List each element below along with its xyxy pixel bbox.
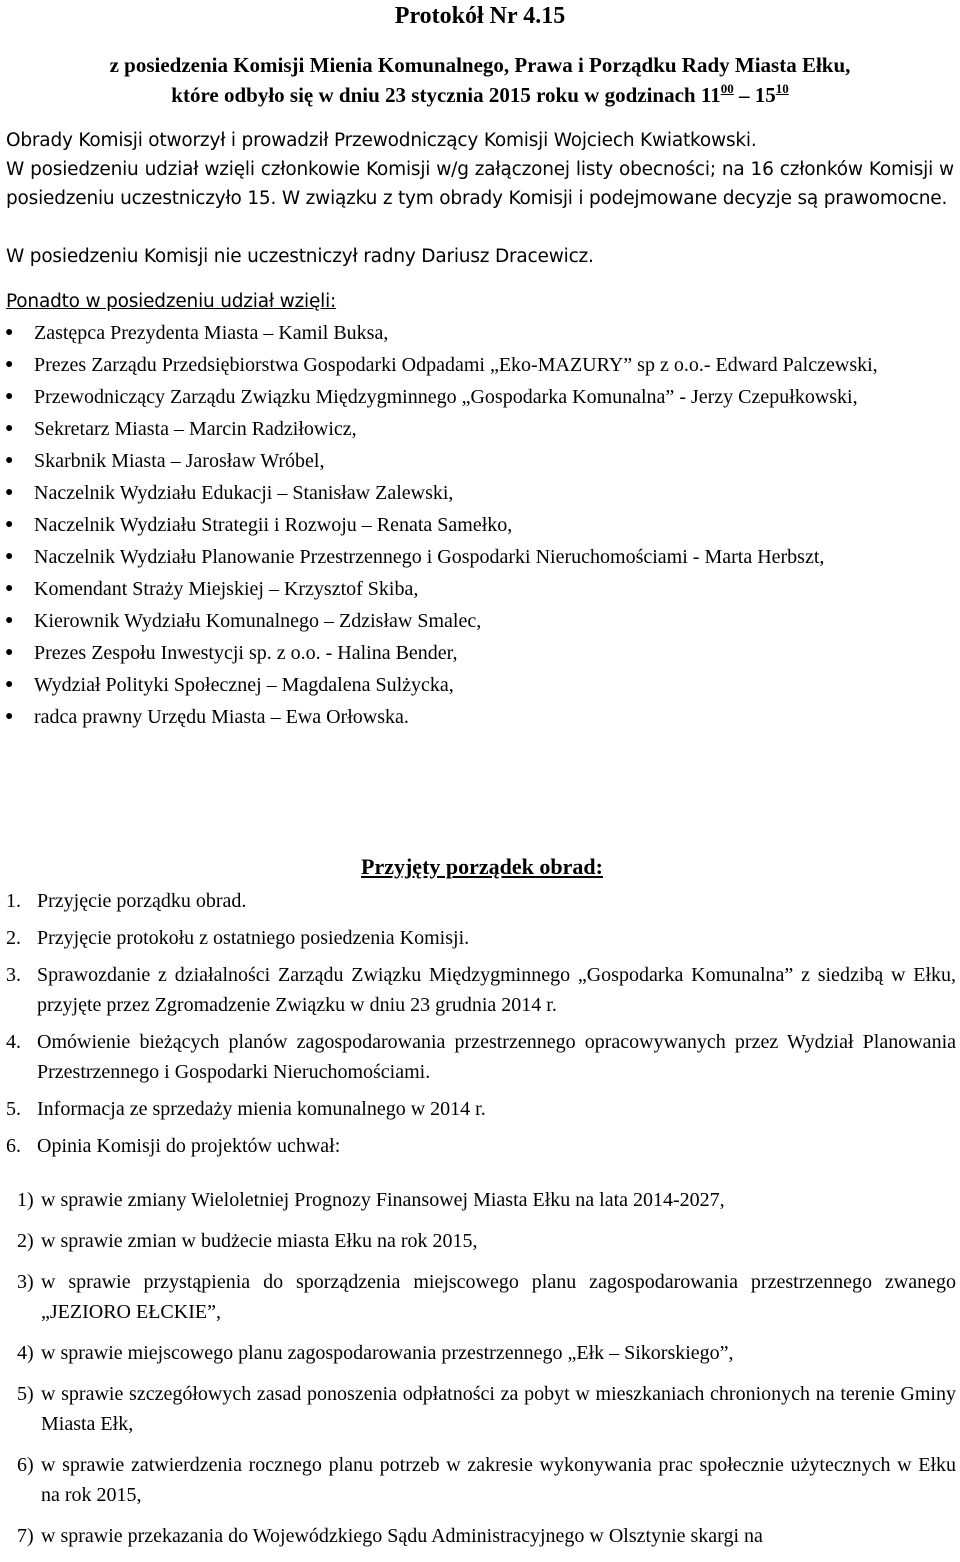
attendance-paragraph: W posiedzeniu udział wzięli członkowie Komisji w/g załączonej listy obecności; na 16 członków Komisji w posiedzeniu uczestniczyło 15. W związku z tym obrady Komisji i podejmowane decyzje są prawomocne.: [6, 159, 954, 209]
guest-item: ● Naczelnik Wydziału Strategii i Rozwoju – Renata Samełko,: [0, 510, 960, 540]
resolution-item: 6) w sprawie zatwierdzenia rocznego planu potrzeb w zakresie wykonywania prac społecznie użytecznych w Ełku na rok 2015,: [17, 1454, 956, 1506]
resolution-item: 7) w sprawie przekazania do Wojewódzkiego Sądu Administracyjnego w Olsztynie skargi na: [17, 1525, 763, 1547]
agenda-list: [0, 886, 960, 1168]
resolution-item: 5) w sprawie szczegółowych zasad ponoszenia odpłatności za pobyt w mieszkaniach chronionych na terenie Gminy Miasta Ełk,: [17, 1383, 956, 1435]
time-dash: –: [733, 83, 755, 107]
bullet-icon: ●: [5, 389, 14, 404]
guest-item: ● Prezes Zespołu Inwestycji sp. z o.o. - Halina Bender,: [0, 638, 960, 668]
agenda-item: 1. Przyjęcie porządku obrad.: [6, 890, 247, 912]
bullet-icon: ●: [5, 709, 14, 724]
resolutions-list: [0, 1185, 960, 1562]
guest-item: ● Sekretarz Miasta – Marcin Radziłowicz,: [0, 414, 960, 444]
guest-item: ● Kierownik Wydziału Komunalnego – Zdzisław Smalec,: [0, 606, 960, 636]
time-end-hour: 15: [754, 83, 776, 107]
agenda-item: 6. Opinia Komisji do projektów uchwał:: [6, 1135, 341, 1157]
document-subtitle-line2: [0, 82, 960, 108]
guest-item: ● Naczelnik Wydziału Planowanie Przestrzennego i Gospodarki Nieruchomościami - Marta Herbszt,: [0, 542, 960, 572]
guests-list: [0, 318, 960, 734]
agenda-item: 5. Informacja ze sprzedaży mienia komunalnego w 2014 r.: [6, 1098, 486, 1120]
bullet-icon: ●: [5, 485, 14, 500]
bullet-icon: ●: [5, 325, 14, 340]
guest-item: ● Naczelnik Wydziału Edukacji – Stanisław Zalewski,: [0, 478, 960, 508]
subtitle-date-text: które odbyło się w dniu 23 stycznia 2015 roku w godzinach 11: [171, 83, 721, 107]
bullet-icon: ●: [5, 517, 14, 532]
resolution-item: 1) w sprawie zmiany Wieloletniej Prognozy Finansowej Miasta Ełku na lata 2014-2027,: [17, 1189, 725, 1211]
bullet-icon: ●: [5, 645, 14, 660]
guest-item: ● Komendant Straży Miejskiej – Krzysztof Skiba,: [0, 574, 960, 604]
agenda-title: Przyjęty porządek obrad:: [361, 854, 603, 879]
guest-item: ● Zastępca Prezydenta Miasta – Kamil Buksa,: [0, 318, 960, 348]
time-start-minutes: 00: [720, 81, 734, 96]
guest-item: ● Przewodniczący Zarządu Związku Międzygminnego „Gospodarka Komunalna” - Jerzy Czepułkowski,: [0, 382, 960, 412]
opening-paragraph: Obrady Komisji otworzył i prowadził Przewodniczący Komisji Wojciech Kwiatkowski.: [6, 130, 757, 151]
time-end-minutes: 10: [775, 81, 789, 96]
agenda-item: 4. Omówienie bieżących planów zagospodarowania przestrzennego opracowywanych przez Wydział Planowania Przestrzennego i Gospodarki Nieruchomościami.: [6, 1031, 956, 1083]
guest-item: ● Wydział Polityki Społecznej – Magdalena Sulżycka,: [0, 670, 960, 700]
agenda-item: 3. Sprawozdanie z działalności Zarządu Związku Międzygminnego „Gospodarka Komunalna” z siedzibą w Ełku, przyjęte przez Zgromadzenie Związku w dniu 23 grudnia 2014 r.: [6, 964, 956, 1016]
resolution-item: 2) w sprawie zmian w budżecie miasta Ełku na rok 2015,: [17, 1230, 478, 1252]
absent-paragraph: W posiedzeniu Komisji nie uczestniczył radny Dariusz Dracewicz.: [6, 246, 594, 267]
bullet-icon: ●: [5, 613, 14, 628]
bullet-icon: ●: [5, 549, 14, 564]
bullet-icon: ●: [5, 357, 14, 372]
document-title: Protokół Nr 4.15: [394, 3, 566, 29]
bullet-icon: ●: [5, 677, 14, 692]
guest-item: ● Prezes Zarządu Przedsiębiorstwa Gospodarki Odpadami „Eko-MAZURY” sp z o.o.- Edward Palczewski,: [0, 350, 960, 380]
bullet-icon: ●: [5, 421, 14, 436]
agenda-item: 2. Przyjęcie protokołu z ostatniego posiedzenia Komisji.: [6, 927, 470, 949]
guest-item: ● Skarbnik Miasta – Jarosław Wróbel,: [0, 446, 960, 476]
document-subtitle-line1: z posiedzenia Komisji Mienia Komunalnego, Prawa i Porządku Rady Miasta Ełku,: [109, 53, 851, 77]
resolution-item: 3) w sprawie przystąpienia do sporządzenia miejscowego planu zagospodarowania przestrzennego zwanego „JEZIORO EŁCKIE”,: [17, 1271, 956, 1323]
bullet-icon: ●: [5, 581, 14, 596]
guests-heading: Ponadto w posiedzeniu udział wzięli:: [6, 291, 337, 312]
resolution-item: 4) w sprawie miejscowego planu zagospodarowania przestrzennego „Ełk – Sikorskiego”,: [17, 1342, 734, 1364]
guest-item: ● radca prawny Urzędu Miasta – Ewa Orłowska.: [0, 702, 960, 732]
bullet-icon: ●: [5, 453, 14, 468]
